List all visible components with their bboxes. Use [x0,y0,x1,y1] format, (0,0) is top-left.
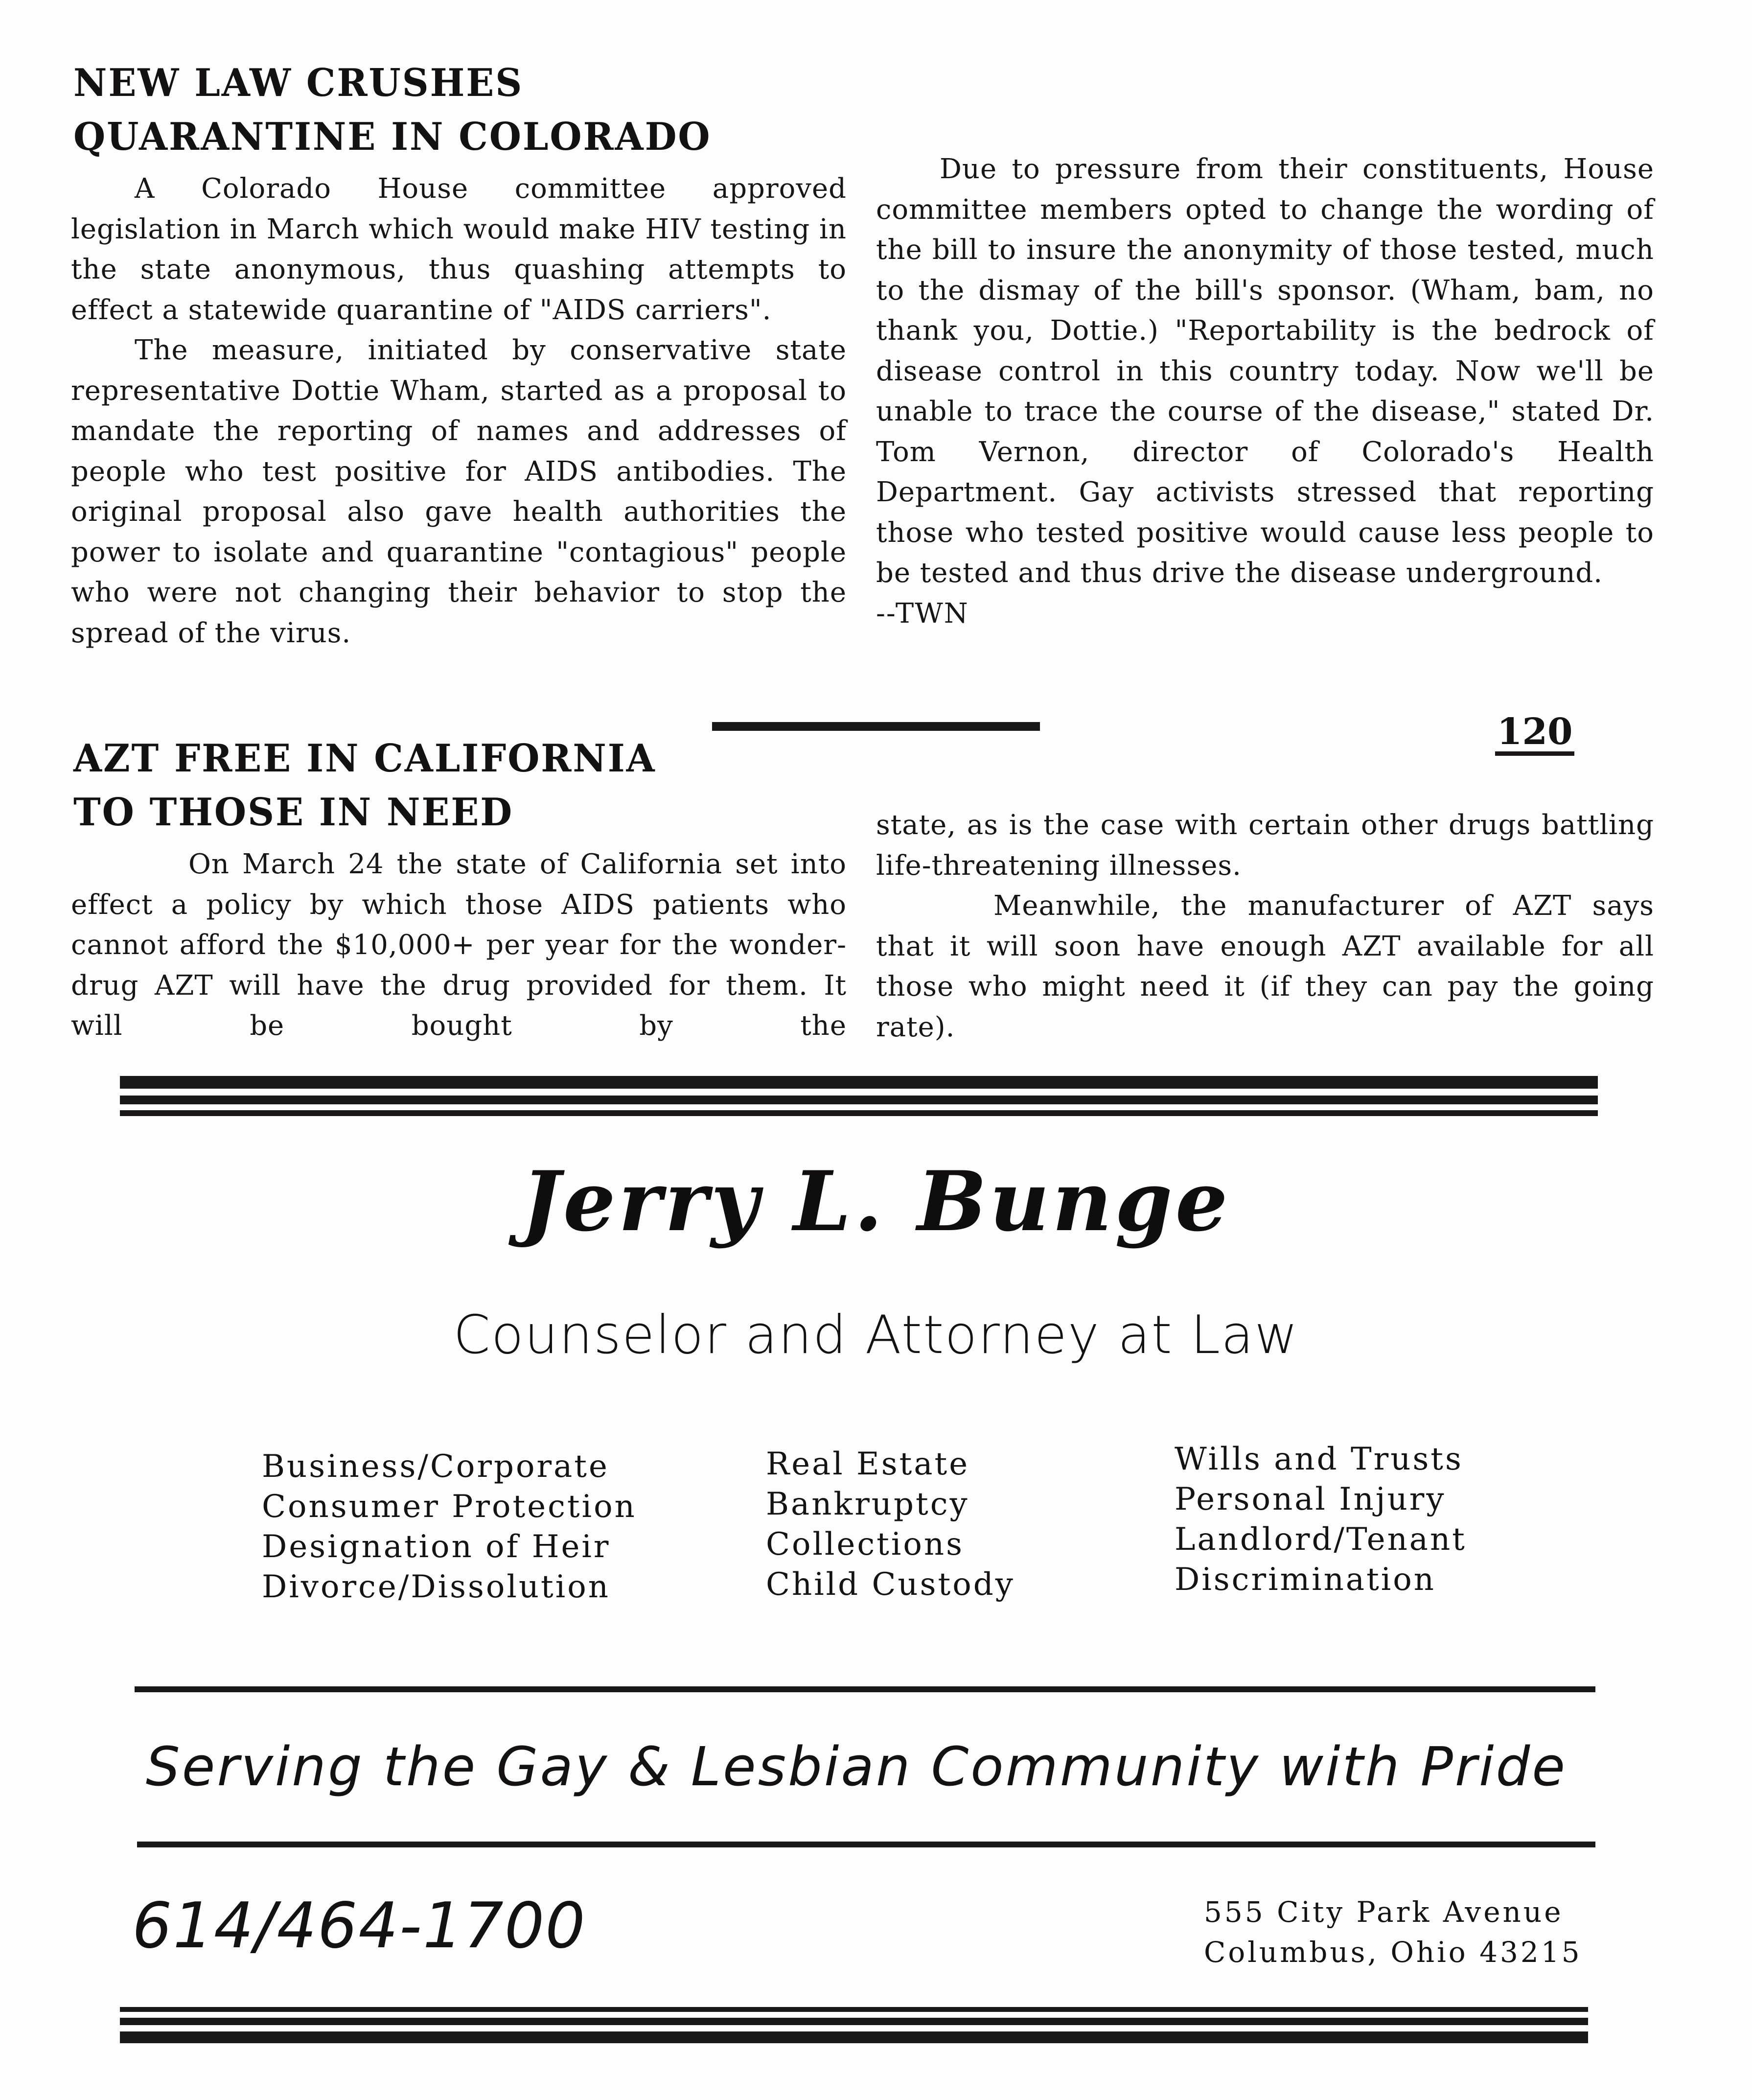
article1-column-1 [71,169,847,653]
article1-paragraph-3: Due to pressure from their constituents, House committee members opted to change the wording of the bill to insure the anonymity of those tested, much to the dismay of the bill's sponsor. (Wham, bam, no thank you, Dottie.) "Reportability is the bedrock of disease control in this country today. Now we'll be unable to trace the course of the disease," stated Dr. Tom Vernon, director of Colorado's Health Department. Gay activists stressed that reporting those who tested positive would cause less people to be tested and thus drive the disease underground. [876,153,1654,589]
phone-number: 614/464-1700 [132,1890,586,1962]
article1-byline: --TWN [876,597,969,630]
practice-areas-column-1 [262,1447,637,1607]
ad-top-rule-3 [120,1110,1598,1116]
article1-paragraph-2: The measure, initiated by conservative state representative Dottie Wham, started as a proposal to mandate the reporting of names and addresses of people who test positive for AIDS antibodies. The original proposal also gave health authorities the power to isolate and quarantine "contagious" people who were not changing their behavior to stop the spread of the virus. [71,334,847,649]
article2-column-1 [71,844,847,1047]
ad-tagline: Serving the Gay & Lesbian Community with Pride [145,1735,1568,1798]
article1-column-2 [876,149,1654,634]
ad-top-rule-2 [120,1096,1598,1104]
practice-area: Business/Corporate [262,1448,609,1485]
address-line-1: 555 City Park Avenue [1204,1895,1564,1929]
practice-area: Designation of Heir [262,1529,611,1565]
article2-headline [73,732,656,840]
ad-bottom-rule-2 [120,2018,1588,2025]
practice-area: Collections [766,1526,964,1563]
page-number: 120 [1495,712,1574,756]
practice-area: Discrimination [1175,1562,1436,1598]
ad-rule-above-tagline [135,1686,1595,1692]
article2-paragraph-3: Meanwhile, the manufacturer of AZT says that it will soon have enough AZT available for all those who might need it (if they can pay the going rate). [876,890,1654,1043]
ad-bottom-rule-1 [120,2007,1588,2012]
practice-area: Consumer Protection [262,1489,637,1525]
address-line-2: Columbus, Ohio 43215 [1204,1936,1582,1969]
article2-paragraph-2: state, as is the case with certain other drugs battling life-threatening illnesses. [876,809,1654,882]
practice-area: Bankruptcy [766,1486,969,1522]
article2-column-2 [876,805,1654,1048]
practice-area: Divorce/Dissolution [262,1569,610,1605]
article2-paragraph-1: On March 24 the state of California set into effect a policy by which those AIDS patients who cannot afford the $10,000+ per year for the wonder-drug AZT will have the drug provided for them. It will be bought by the [71,848,847,1042]
article2-headline-line2: TO THOSE IN NEED [73,790,514,835]
address [1204,1892,1582,1972]
ad-top-rule-1 [120,1076,1598,1089]
attorney-name: Jerry L. Bunge [521,1153,1231,1250]
article-divider [712,722,1040,731]
article1-headline [73,56,712,164]
practice-areas-column-3 [1175,1439,1467,1600]
practice-area: Personal Injury [1175,1481,1446,1517]
practice-areas-column-2 [766,1444,1015,1605]
article1-paragraph-1: A Colorado House committee approved legislation in March which would make HIV testing in the state anonymous, thus quashing attempts to effect a statewide quarantine of "AIDS carriers". [71,173,847,326]
article2-headline-line1: AZT FREE IN CALIFORNIA [73,736,656,781]
ad-rule-below-tagline [137,1842,1595,1847]
article1-headline-line2: QUARANTINE IN COLORADO [73,115,712,159]
ad-bottom-rule-3 [120,2031,1588,2043]
practice-area: Child Custody [766,1566,1015,1603]
practice-area: Wills and Trusts [1175,1441,1463,1477]
attorney-title: Counselor and Attorney at Law [453,1305,1299,1366]
practice-area: Landlord/Tenant [1175,1521,1467,1558]
article1-headline-line1: NEW LAW CRUSHES [73,61,524,105]
practice-area: Real Estate [766,1446,970,1482]
